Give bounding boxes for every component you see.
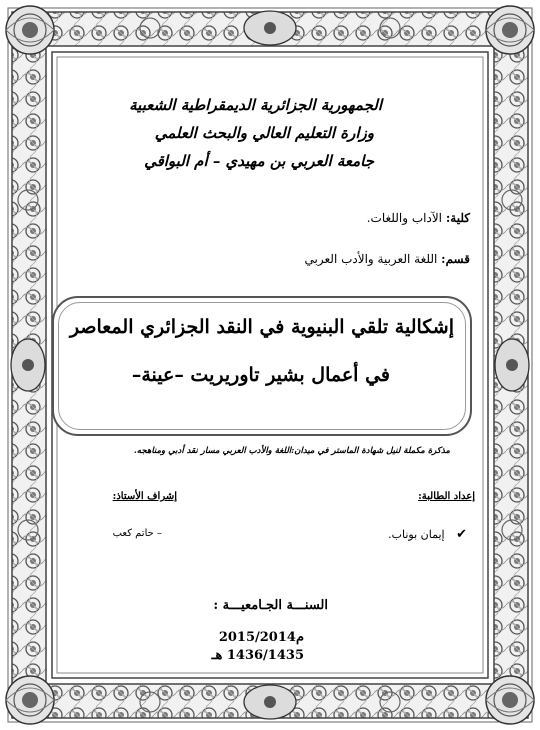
supervisor-name: – حاتم كعب — [112, 528, 162, 539]
department-line — [305, 252, 470, 266]
ministry-name: وزارة التعليم العالي والبحث العلمي — [154, 124, 374, 142]
check-icon: ✔ — [456, 527, 467, 542]
corner-ornament — [6, 6, 54, 54]
faculty-value: الآداب واللغات. — [366, 211, 446, 225]
department-value: اللغة العربية والأدب العربي — [304, 252, 442, 266]
academic-year-label: السنـــة الجـامعيـــة : — [213, 598, 328, 613]
academic-year-hijri: 1436/1435 هـ — [211, 648, 304, 663]
thesis-title-line1: إشكالية تلقي البنيوية في النقد الجزائري المعاصر — [69, 316, 454, 338]
academic-year-gregorian: 2015/2014م — [218, 630, 304, 645]
university-name: جامعة العربي بن مهيدي – أم البواقي — [144, 152, 374, 170]
faculty-line — [367, 211, 470, 225]
faculty-label: كلية: — [445, 211, 470, 225]
thesis-description: مذكرة مكملة لنيل شهادة الماستر في ميدان:اللغة والأدب العربي مسار نقد أدبي ومناهجه. — [133, 446, 450, 456]
supervisor-label: إشراف الأستاذ: — [112, 491, 177, 502]
thesis-title-line2: في أعمال بشير تاوريريت –عينة– — [131, 364, 390, 386]
republic-name: الجمهورية الجزائرية الديمقراطية الشعبية — [129, 96, 382, 114]
student-label: إعداد الطالبة: — [418, 491, 475, 502]
student-line — [388, 527, 467, 542]
department-label: قسم: — [441, 252, 470, 266]
student-name: إيمان بوناب. — [388, 528, 445, 541]
